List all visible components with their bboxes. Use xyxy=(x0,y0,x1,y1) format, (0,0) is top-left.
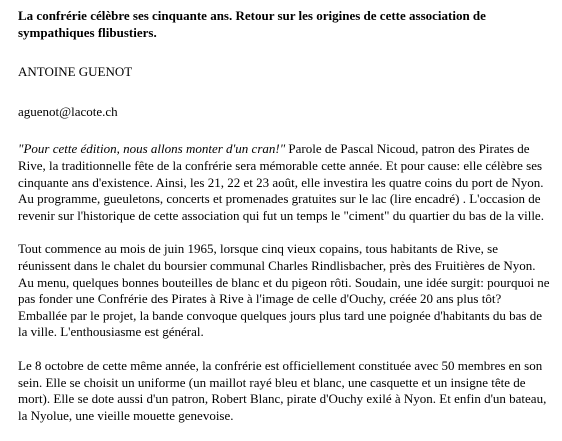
paragraph-1-text: Parole de Pascal Nicoud, patron des Pirates de Rive, la traditionnelle fête de la confrérie sera mémorable cette année. Et pour cause: elle célèbre ses cinquante ans d'existence. Ainsi, les 21, 22 et 23 août, elle investira les quatre coins du port de Nyon. Au programme, gueuletons, concerts et promenades gratuites sur le lac (lire encadré) . L'occasion de revenir sur l'historique de cette association qui fut un temps le "ciment" du quartier du bas de la ville. xyxy=(18,141,544,223)
paragraph-3: Le 8 octobre de cette même année, la confrérie est officiellement constituée avec 50 membres en son sein. Elle se choisit un uniforme (un maillot rayé bleu et blanc, une casquette et un insigne tête de mort). Elle se dote aussi d'un patron, Robert Blanc, pirate d'Ouchy exilé à Nyon. Et enfin d'un bateau, la Nyolue, une vieille mouette genevoise. xyxy=(18,357,547,423)
paragraph-2: Tout commence au mois de juin 1965, lorsque cinq vieux copains, tous habitants de Rive, se réunissent dans le chalet du boursier communal Charles Rindlisbacher, près des Fruitières de Nyon. Au menu, quelques bonnes bouteilles de blanc et du pigeon rôti. Soudain, une idée surgit: pourquoi ne pas fonder une Confrérie des Pirates à Rive à l'image de celle d'Ouchy, créée 20 ans plus tôt? Emballée par le projet, la bande convoque quelques jours plus tard une poignée d'habitants du bas de la ville. L'enthousiasme est général. xyxy=(18,241,550,340)
paragraph-1 xyxy=(18,141,553,224)
author-email: aguenot@lacote.ch xyxy=(18,103,118,119)
paragraph-1-quote: "Pour cette édition, nous allons monter d'un cran!" xyxy=(18,141,286,157)
article-author: ANTOINE GUENOT xyxy=(18,64,133,80)
article xyxy=(18,8,553,441)
article-lead: La confrérie célèbre ses cinquante ans. Retour sur les origines de cette association de sympathiques flibustiers. xyxy=(18,8,486,40)
